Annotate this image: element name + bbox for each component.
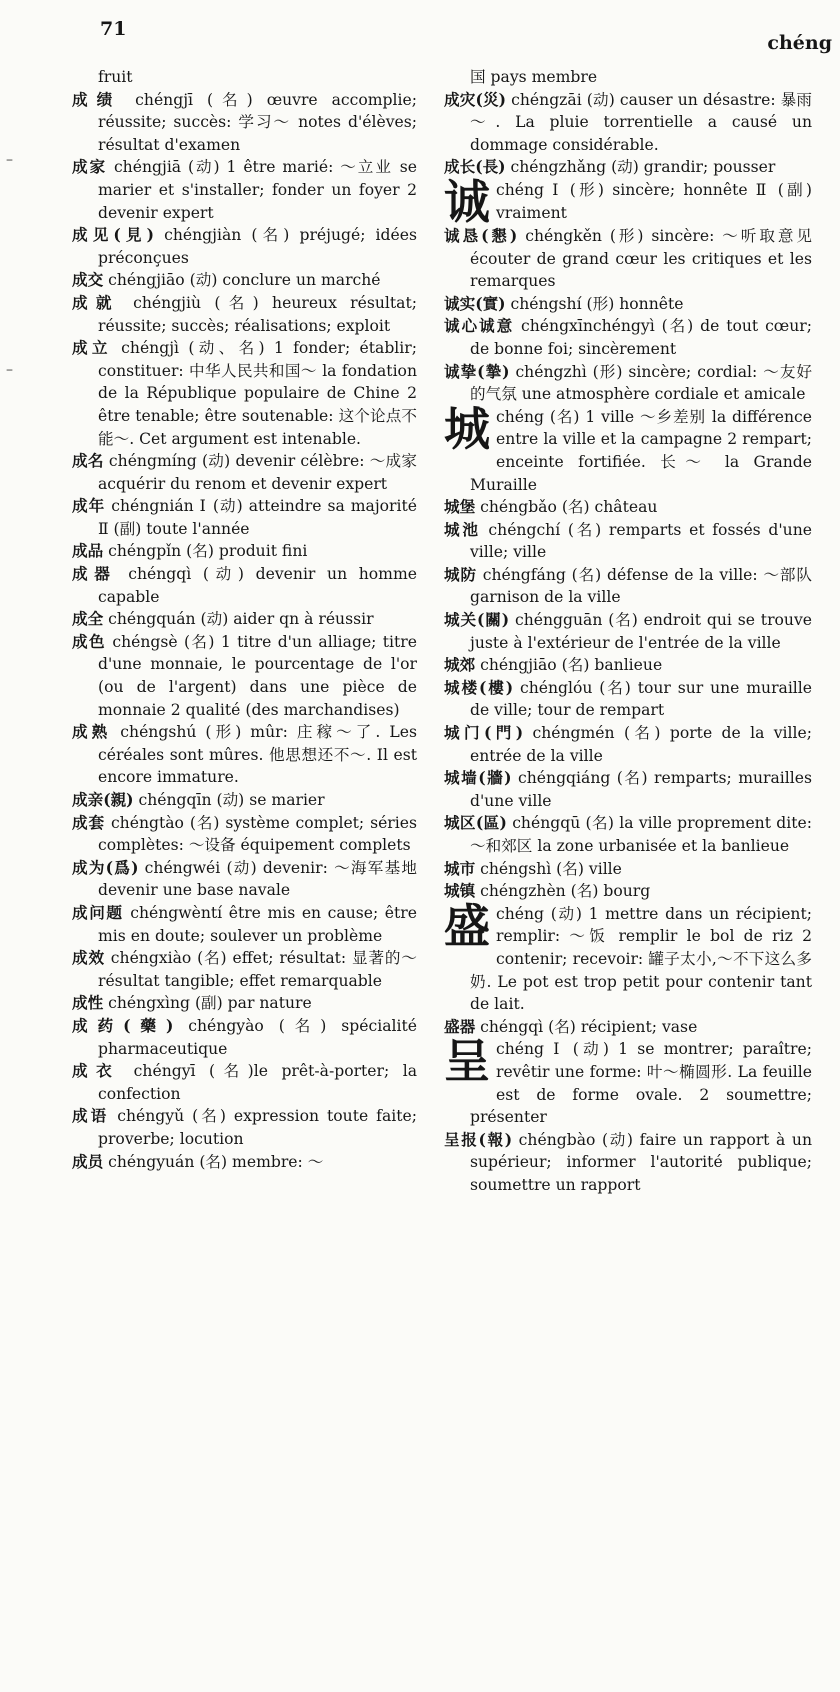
dictionary-entry [72, 947, 417, 992]
entry-definition: fruit [98, 68, 133, 86]
entry-headword: 城镇 [444, 881, 476, 901]
entry-definition: chéng Ⅰ (动) 1 se montrer; paraître; revêtir une forme: 叶～椭圆形. La feuille est de forme ovale. 2 soumettre; présenter [470, 1040, 812, 1127]
dictionary-entry [72, 1015, 417, 1060]
entry-headword: 盛器 [444, 1016, 476, 1036]
dictionary-entry [72, 812, 417, 857]
dictionary-entry [72, 1105, 417, 1150]
character-entry [444, 1034, 812, 1128]
right-column [444, 66, 812, 1197]
dictionary-entry [72, 789, 417, 812]
entry-continuation [444, 66, 812, 89]
entry-definition: chéngqì (名) récipient; vase [475, 1017, 698, 1036]
entry-definition: chéngjiù (名) heureux résultat; réussite; succès; réalisations; exploit [98, 293, 417, 335]
entry-definition: chéngmén (名) porte de la ville; entrée de la ville [470, 724, 812, 765]
entry-headword: 成见(見) [72, 225, 155, 245]
entry-headword: 成问题 [72, 902, 124, 922]
dictionary-entry [444, 156, 812, 179]
entry-definition: chéngwéi (动) devenir: ～海军基地 devenir une base navale [98, 858, 417, 900]
entry-headword: 城门(門) [444, 723, 524, 743]
entry-headword: 呈报(報) [444, 1129, 513, 1149]
dictionary-entry [444, 293, 812, 316]
entry-definition: chéngxiào (名) effet; résultat: 显著的～ résultat tangible; effet remarquable [98, 949, 417, 990]
entry-definition: chéngguān (名) endroit qui se trouve juste à l'extérieur de l'entrée de la ville [470, 611, 812, 652]
entry-definition: chéngkěn (形) sincère: ～听取意见 écouter de grand cœur les critiques et les remarques [470, 226, 812, 291]
entry-definition: chéng (名) 1 ville ～乡差别 la différence entre la ville et la campagne 2 rempart; enceinte fortifiée. 长～ la Grande Muraille [470, 407, 812, 494]
entry-headword: 成全 [72, 609, 104, 629]
entry-headword: 成名 [72, 451, 104, 471]
entry-definition: chéng (动) 1 mettre dans un récipient; remplir: ～饭 remplir le bol de riz 2 contenir; recevoir: 罐子太小,～不下这么多奶. Le pot est trop petit pour contenir tant de lait. [470, 904, 812, 1014]
entry-headword: 诚恳(懇) [444, 225, 518, 245]
entry-headword: 成亲(親) [72, 790, 134, 809]
entry-definition: chéngzhǎng (动) grandir; pousser [505, 158, 776, 177]
entry-headword: 成为(爲) [72, 857, 139, 877]
character-entry [444, 898, 812, 1016]
dictionary-entry [444, 880, 812, 903]
entry-definition: chéngbào (动) faire un rapport à un supérieur; informer l'autorité publique; soumettre un rapport [470, 1130, 813, 1194]
entry-headword: 城防 [444, 564, 477, 584]
dictionary-entry [72, 608, 417, 631]
entry-headword: 城楼(樓) [444, 677, 514, 697]
dictionary-entry [444, 1129, 812, 1197]
dictionary-entry [444, 225, 812, 293]
entry-headword: 成品 [72, 541, 104, 561]
entry-continuation [72, 66, 417, 89]
entry-headword: 成色 [72, 631, 106, 651]
entry-definition: chéngyī (名)le prêt-à-porter; la confection [98, 1062, 417, 1103]
dictionary-entry [72, 269, 417, 292]
entry-headword: 诚挚(摯) [444, 361, 510, 381]
margin-tick: – [6, 152, 13, 168]
entry-definition: chéngbǎo (名) château [475, 498, 658, 517]
entry-headword: 成器 [72, 564, 117, 584]
entry-headword: 诚心诚意 [444, 316, 515, 336]
entry-headword: 城关(關) [444, 610, 510, 630]
dictionary-entry [72, 224, 417, 269]
dictionary-entry [444, 361, 812, 406]
entry-definition: chéngjiāo (名) banlieue [475, 656, 663, 675]
dictionary-entry [72, 495, 417, 540]
entry-headword: 成灾(災) [444, 89, 507, 109]
dictionary-entry [444, 519, 812, 564]
entry-headword: 成效 [72, 948, 105, 968]
entry-definition: chéngjī (名) œuvre accomplie; réussite; succès: 学习～ notes d'élèves; résultat d'examen [98, 90, 417, 154]
entry-definition: chéngchí (名) remparts et fossés d'une ville; ville [470, 520, 812, 562]
left-column [72, 66, 417, 1173]
dictionary-entry [444, 609, 812, 654]
entry-definition: chéngjì (动、名) 1 fonder; établir; constituer: 中华人民共和国～ la fondation de la République populaire de Chine 2 être tenable; être soutenable: 这个论点不能～. Cet argument est intenable. [98, 339, 417, 448]
entry-definition: chéngjiāo (动) conclure un marché [103, 271, 381, 290]
entry-definition: chéngzhèn (名) bourg [475, 882, 651, 901]
guide-word: chéng [767, 32, 832, 54]
entry-headword: 成家 [72, 157, 108, 177]
entry-definition: chéngshú (形) mûr: 庄稼～了. Les céréales sont mûres. 他思想还不～. Il est encore immature. [98, 723, 417, 787]
dictionary-entry [444, 654, 812, 677]
entry-headword: 成性 [72, 993, 104, 1013]
dictionary-entry [72, 721, 417, 789]
entry-definition: chéngjiā (动) 1 être marié: ～立业 se marier et s'installer; fonder un foyer 2 devenir expert [98, 158, 417, 222]
character-entry [444, 401, 812, 496]
entry-headword: 成绩 [72, 89, 122, 109]
entry-definition: chéngzhì (形) sincère; cordial: ～友好的气氛 une atmosphère cordiale et amicale [470, 362, 812, 404]
dictionary-entry [72, 292, 417, 337]
dictionary-entry [72, 992, 417, 1015]
dictionary-entry [72, 631, 417, 721]
entry-definition: chéngnián Ⅰ (动) atteindre sa majorité Ⅱ (副) toute l'année [98, 497, 417, 538]
entry-definition: chéngjiàn (名) préjugé; idées préconçues [98, 226, 417, 267]
entry-definition: chéngxīnchéngyì (名) de tout cœur; de bonne foi; sincèrement [470, 317, 812, 358]
dictionary-entry [444, 1016, 812, 1039]
entry-definition: chéngmíng (动) devenir célèbre: ～成家 acquérir du renom et devenir expert [98, 452, 417, 493]
dictionary-entry [444, 564, 812, 609]
entry-definition: chéngquán (动) aider qn à réussir [103, 610, 374, 629]
entry-headword: 成员 [72, 1151, 104, 1171]
entry-definition: chéngxìng (副) par nature [103, 994, 312, 1013]
dictionary-entry [72, 902, 417, 947]
page-number: 71 [100, 18, 127, 40]
dictionary-entry [72, 540, 417, 563]
entry-definition: chéngpǐn (名) produit fini [103, 542, 308, 561]
entry-definition: chéngzāi (动) causer un désastre: 暴雨～. La pluie torrentielle a causé un dommage considérable. [470, 90, 812, 154]
margin-tick: – [6, 362, 13, 378]
character-entry [444, 174, 812, 229]
entry-definition: 国 pays membre [470, 68, 598, 86]
entry-headword: 成语 [72, 1106, 110, 1126]
dictionary-entry [72, 563, 417, 608]
dictionary-entry [72, 1060, 417, 1105]
entry-headword: 成套 [72, 812, 106, 832]
entry-headword: 成药(藥) [72, 1015, 174, 1035]
entry-definition: chéng Ⅰ (形) sincère; honnête Ⅱ (副) vraiment [496, 180, 812, 222]
entry-definition: chéngyào (名) spécialité pharmaceutique [98, 1016, 417, 1058]
dictionary-entry [72, 1151, 417, 1174]
dictionary-entry [72, 156, 417, 224]
dictionary-entry [72, 857, 417, 902]
entry-definition: chéngfáng (名) défense de la ville: ～部队 garnison de la ville [470, 565, 812, 607]
entry-definition: chéngyǔ (名) expression toute faite; proverbe; locution [98, 1107, 417, 1148]
dictionary-entry [444, 722, 812, 767]
entry-headword: 城堡 [444, 497, 476, 517]
entry-headword: 成交 [72, 270, 104, 290]
entry-headword: 城墙(牆) [444, 768, 512, 788]
dictionary-entry [444, 89, 812, 157]
dictionary-entry [444, 496, 812, 519]
head-character: 诚 [444, 174, 490, 229]
head-character: 城 [444, 401, 490, 456]
dictionary-entry [72, 89, 417, 157]
entry-definition: chéngtào (名) système complet; séries complètes: ～设备 équipement complets [98, 813, 417, 855]
dictionary-entry [444, 315, 812, 360]
entry-definition: chéngshì (名) ville [475, 859, 622, 878]
dictionary-entry [444, 812, 812, 857]
entry-headword: 成立 [72, 338, 112, 358]
entry-definition: chénglóu (名) tour sur une muraille de ville; tour de rempart [470, 678, 813, 720]
entry-headword: 成年 [72, 496, 106, 516]
entry-definition: chéngshí (形) honnête [505, 294, 684, 313]
entry-definition: chéngqiáng (名) remparts; murailles d'une ville [470, 769, 812, 810]
head-character: 盛 [444, 898, 490, 953]
entry-headword: 成就 [72, 292, 120, 312]
entry-headword: 诚实(實) [444, 293, 506, 313]
dictionary-entry [444, 677, 812, 722]
entry-definition: chéngqīn (动) se marier [133, 791, 325, 809]
dictionary-entry [444, 767, 812, 812]
head-character: 呈 [444, 1034, 490, 1089]
entry-headword: 城区(區) [444, 813, 507, 833]
entry-definition: chéngqū (名) la ville proprement dite: ～和郊区 la zone urbanisée et la banlieue [470, 814, 812, 855]
dictionary-entry [72, 337, 417, 450]
entry-definition: chéngqì (动) devenir un homme capable [98, 565, 417, 606]
entry-headword: 成长(長) [444, 157, 506, 177]
entry-headword: 城郊 [444, 655, 476, 675]
dictionary-entry [444, 858, 812, 881]
entry-definition: chéngwèntí être mis en cause; être mis en doute; soulever un problème [98, 903, 417, 945]
entry-headword: 城池 [444, 519, 481, 539]
entry-headword: 成熟 [72, 722, 112, 742]
entry-definition: chéngsè (名) 1 titre d'un alliage; titre d'une monnaie, le pourcentage de l'or (ou de l'argent) dans une pièce de monnaie 2 qualité (des marchandises) [98, 632, 417, 719]
dictionary-entry [72, 450, 417, 495]
entry-headword: 城市 [444, 858, 476, 878]
entry-definition: chéngyuán (名) membre: ～ [103, 1152, 324, 1171]
entry-headword: 成衣 [72, 1061, 121, 1081]
